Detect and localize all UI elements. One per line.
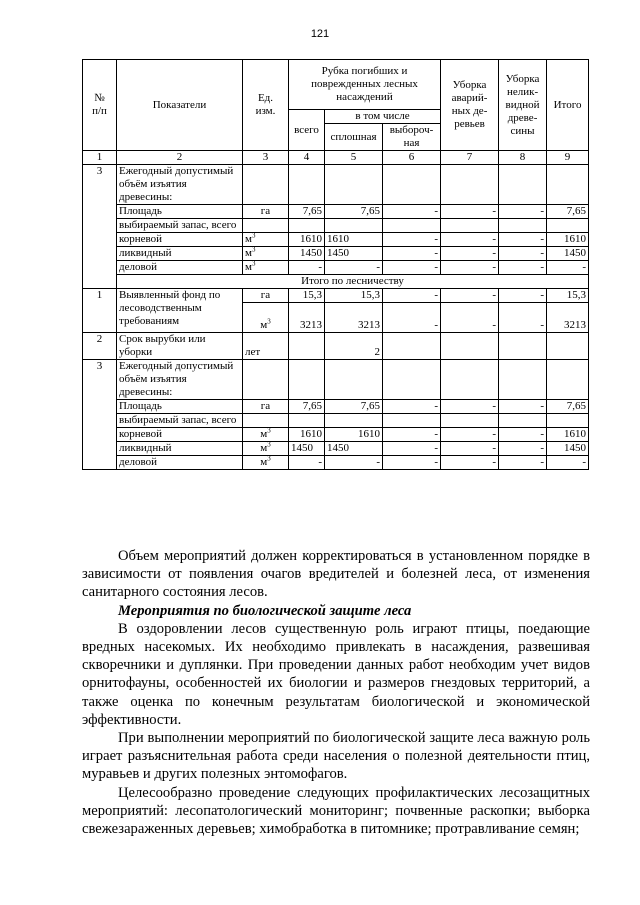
unit-cell: га [243, 289, 289, 303]
table-row [83, 233, 589, 247]
value-cell: 1450 [325, 247, 383, 261]
page-number: 121 [310, 28, 330, 40]
col-number: 5 [325, 151, 383, 165]
value-cell: 1610 [325, 233, 383, 247]
table-row [83, 456, 589, 470]
value-cell: - [383, 428, 441, 442]
value-cell: - [441, 289, 499, 303]
row-label: деловой [117, 456, 243, 470]
value-cell: - [441, 400, 499, 414]
value-cell: 3213 [325, 303, 383, 333]
value-cell: - [441, 303, 499, 333]
row-label: Выявленный фонд по лесоводственным требованиям [117, 289, 243, 333]
header-including: в том числе [325, 110, 441, 124]
value-cell: - [499, 289, 547, 303]
col-number: 7 [441, 151, 499, 165]
row-num: 3 [83, 360, 117, 470]
value-cell: 1610 [547, 428, 589, 442]
header-grand-total: Итого [547, 60, 589, 151]
value-cell: - [383, 261, 441, 275]
header-selective: выбороч- ная [383, 124, 441, 151]
value-cell: - [499, 261, 547, 275]
value-cell: - [289, 456, 325, 470]
section-heading: Мероприятия по биологической защите леса [118, 602, 412, 619]
column-numbers-row [83, 151, 589, 165]
col-number: 1 [83, 151, 117, 165]
col-number: 2 [117, 151, 243, 165]
header-emergency: Уборка аварий- ных де- ревьев [441, 60, 499, 151]
forestry-total-row [83, 275, 589, 289]
unit-cell: лет [243, 333, 289, 360]
value-cell: - [499, 247, 547, 261]
table-row [83, 414, 589, 428]
value-cell: 1450 [547, 247, 589, 261]
value-cell: 1610 [289, 233, 325, 247]
unit-cell: $м^3$ [243, 247, 289, 261]
row-label: Срок вырубки или уборки [117, 333, 243, 360]
row-num: 3 [83, 165, 117, 289]
col-number: 8 [499, 151, 547, 165]
row-label: выбираемый запас, всего [117, 414, 243, 428]
value-cell: - [499, 428, 547, 442]
row-label: ликвидный [117, 247, 243, 261]
value-cell: 7,65 [325, 205, 383, 219]
row-label: корневой [117, 428, 243, 442]
col-number: 6 [383, 151, 441, 165]
value-cell: - [499, 205, 547, 219]
body-text [82, 547, 590, 838]
row-label: Ежегодный допустимый объём изъятия древесины: [117, 165, 243, 205]
value-cell: 1450 [289, 442, 325, 456]
value-cell: 1450 [289, 247, 325, 261]
table-row [83, 247, 589, 261]
value-cell: - [441, 233, 499, 247]
value-cell: 7,65 [325, 400, 383, 414]
value-cell: - [441, 205, 499, 219]
value-cell: 7,65 [547, 400, 589, 414]
paragraph: Объем мероприятий должен корректироваться в установленном порядке в зависимости от появления очагов вредителей и болезней леса, от изменения санитарного состояния лесов. [82, 548, 590, 601]
table-row [83, 400, 589, 414]
value-cell: - [383, 289, 441, 303]
row-label: корневой [117, 233, 243, 247]
table-row [83, 205, 589, 219]
value-cell: 2 [325, 333, 383, 360]
table-row [83, 289, 589, 303]
value-cell: 15,3 [547, 289, 589, 303]
header-illiquid: Уборка нелик- видной древе- сины [499, 60, 547, 151]
value-cell: - [289, 261, 325, 275]
value-cell: 1610 [289, 428, 325, 442]
row-num: 2 [83, 333, 117, 360]
unit-cell: га [243, 400, 289, 414]
value-cell: - [499, 233, 547, 247]
col-number: 4 [289, 151, 325, 165]
value-cell: - [383, 400, 441, 414]
value-cell: 15,3 [325, 289, 383, 303]
table-header-row [83, 60, 589, 110]
table-row [83, 333, 589, 360]
felling-table [82, 59, 589, 470]
unit-cell: $м^3$ [243, 303, 289, 333]
header-num: № п/п [83, 60, 117, 151]
row-label: Площадь [117, 205, 243, 219]
col-number: 9 [547, 151, 589, 165]
value-cell: - [383, 205, 441, 219]
value-cell: - [547, 456, 589, 470]
table-row [83, 360, 589, 400]
value-cell: - [383, 442, 441, 456]
value-cell: - [383, 233, 441, 247]
col-number: 3 [243, 151, 289, 165]
value-cell: - [441, 428, 499, 442]
row-label: Площадь [117, 400, 243, 414]
value-cell: - [547, 261, 589, 275]
header-total: всего [289, 110, 325, 151]
value-cell: 7,65 [547, 205, 589, 219]
value-cell: 7,65 [289, 205, 325, 219]
unit-cell: $м^3$ [243, 233, 289, 247]
forestry-total-title: Итого по лесничеству [117, 275, 589, 289]
paragraph: При выполнении мероприятий по биологической защите леса важную роль играет разъяснительная работа среди населения о полезной деятельности птиц, муравьев и других полезных энтомофагов. [82, 730, 590, 783]
unit-cell: $м^3$ [243, 261, 289, 275]
value-cell: 15,3 [289, 289, 325, 303]
table-row [83, 428, 589, 442]
value-cell: - [325, 261, 383, 275]
paragraph: В оздоровлении лесов существенную роль играют птицы, поедающие вредных насекомых. Их необходимо привлекать в насаждения, развешивая скворечники и дуплянки. При проведении данных работ необходим учет видов орнитофауны, особенностей их биологии и размеров гнездовых территорий, а также оценка по конечным результатам биологической и экономической эффективности. [82, 620, 590, 728]
value-cell: - [441, 456, 499, 470]
value-cell: 1610 [325, 428, 383, 442]
paragraph: Целесообразно проведение следующих профилактических лесозащитных мероприятий: лесопатологический мониторинг; почвенные раскопки; выборка свежезараженных деревьев; химобработка в питомнике; протравливание семян; [82, 784, 590, 838]
row-label: ликвидный [117, 442, 243, 456]
table-row [83, 261, 589, 275]
value-cell: - [325, 456, 383, 470]
value-cell: - [499, 456, 547, 470]
value-cell: 3213 [547, 303, 589, 333]
value-cell: 1450 [547, 442, 589, 456]
row-label: выбираемый запас, всего [117, 219, 243, 233]
unit-cell: $м^3$ [243, 442, 289, 456]
table-row [83, 165, 589, 205]
value-cell: - [499, 442, 547, 456]
header-unit: Ед. изм. [243, 60, 289, 151]
header-indicator: Показатели [117, 60, 243, 151]
row-label: деловой [117, 261, 243, 275]
value-cell: - [441, 442, 499, 456]
unit-cell: $м^3$ [243, 456, 289, 470]
table-row [83, 219, 589, 233]
value-cell: - [499, 303, 547, 333]
row-num: 1 [83, 289, 117, 333]
unit-cell: га [243, 205, 289, 219]
unit-cell: $м^3$ [243, 428, 289, 442]
header-felling-group: Рубка погибших и поврежденных лесных насаждений [289, 60, 441, 110]
row-label: Ежегодный допустимый объём изъятия древесины: [117, 360, 243, 400]
value-cell: - [383, 247, 441, 261]
value-cell: 3213 [289, 303, 325, 333]
value-cell: - [441, 261, 499, 275]
value-cell: 7,65 [289, 400, 325, 414]
value-cell: 1450 [325, 442, 383, 456]
table-row [83, 442, 589, 456]
value-cell: - [383, 303, 441, 333]
header-clear: сплошная [325, 124, 383, 151]
value-cell: - [441, 247, 499, 261]
value-cell: - [383, 456, 441, 470]
value-cell: - [499, 400, 547, 414]
value-cell: 1610 [547, 233, 589, 247]
